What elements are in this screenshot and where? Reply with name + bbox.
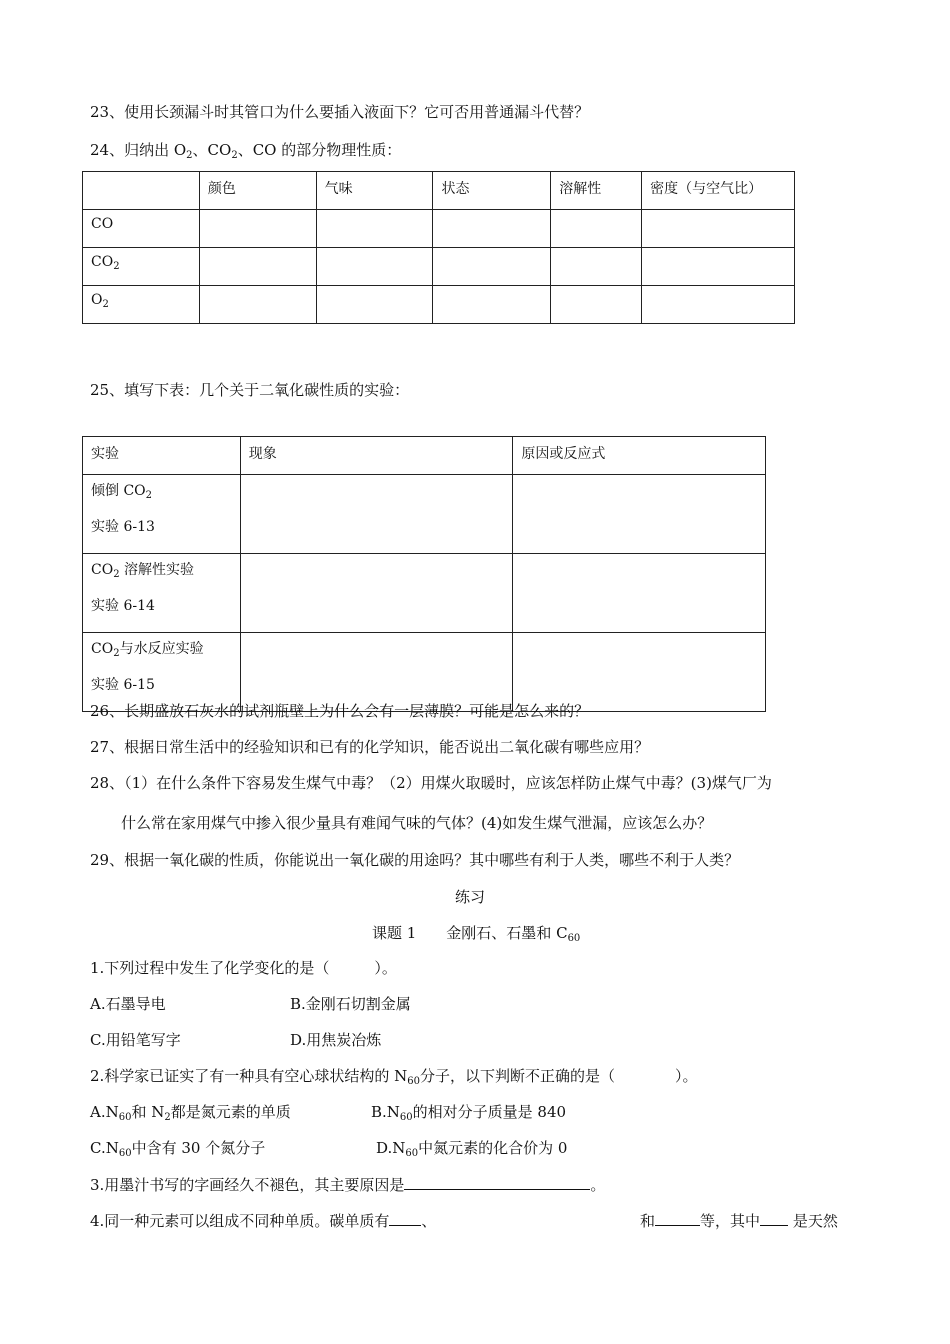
question-27: 27、根据日常生活中的经验知识和已有的化学知识，能否说出二氧化碳有哪些应用？ <box>90 738 650 756</box>
table1-row-label: CO <box>83 210 200 248</box>
table1-row-o2 <box>83 286 795 324</box>
question-25: 25、填写下表：几个关于二氧化碳性质的实验： <box>90 381 410 399</box>
table1-cell <box>199 248 316 286</box>
question-28-line2: 什么常在家用煤气中掺入很少量具有难闻气味的气体？(4)如发生煤气泄漏，应该怎么办？ <box>121 814 713 832</box>
exercise-3: 3.用墨汁书写的字画经久不褪色，其主要原因是 。 <box>90 1176 606 1194</box>
table1-cell <box>316 248 433 286</box>
table1-row-co2 <box>83 248 795 286</box>
table2-row <box>83 475 766 554</box>
table2-experiment-cell <box>83 633 241 712</box>
table2-experiment-cell <box>83 554 241 633</box>
table2-experiment-cell <box>83 475 241 554</box>
table1-cell <box>642 210 795 248</box>
table1-header-density: 密度（与空气比） <box>642 172 795 210</box>
physical-properties-table <box>82 171 795 324</box>
experiment-number: 实验 6-14 <box>91 598 155 614</box>
table1-cell <box>199 210 316 248</box>
experiment-name: 倾倒 $CO_2$ <box>91 483 153 501</box>
table1-header-odor: 气味 <box>316 172 433 210</box>
table1-header-blank <box>83 172 200 210</box>
table1-cell <box>316 286 433 324</box>
table2-header-phenomenon: 现象 <box>240 437 513 475</box>
exercise-1-stem: 1.下列过程中发生了化学变化的是（ ）。 <box>90 959 397 977</box>
table1-cell <box>433 210 551 248</box>
table2-cell <box>513 554 766 633</box>
exercise-4-part1: 4.同一种元素可以组成不同种单质。碳单质有 、 <box>90 1212 437 1230</box>
question-28-line1: 28、（1）在什么条件下容易发生煤气中毒？（2）用煤火取暖时，应该怎样防止煤气中毒？(3)煤气厂为 <box>90 774 772 792</box>
experiment-name: $CO_2$与水反应实验 <box>91 641 204 659</box>
question-29: 29、根据一氧化碳的性质，你能说出一氧化碳的用途吗？其中哪些有利于人类，哪些不利于人类？ <box>90 851 740 869</box>
table1-header-state: 状态 <box>433 172 551 210</box>
table1-cell <box>642 248 795 286</box>
table1-row-label: $O_2$ <box>83 286 200 324</box>
exercise-2-option-a: $A.N_{60}$和 $N_2$都是氮元素的单质 <box>90 1103 291 1123</box>
table2-cell <box>240 475 513 554</box>
table2-header-row <box>83 437 766 475</box>
table1-cell <box>551 210 642 248</box>
table2-cell <box>240 554 513 633</box>
answer-blank[interactable] <box>389 1210 421 1226</box>
experiment-number: 实验 6-15 <box>91 677 155 693</box>
table1-cell <box>433 286 551 324</box>
table1-cell <box>551 286 642 324</box>
table2-header-experiment: 实验 <box>83 437 241 475</box>
table2-cell <box>240 633 513 712</box>
exercise-2-option-d: $D.N_{60}$中氮元素的化合价为 0 <box>376 1139 568 1159</box>
question-26: 26、长期盛放石灰水的试剂瓶壁上为什么会有一层薄膜？可能是怎么来的？ <box>90 702 590 720</box>
table1-cell <box>642 286 795 324</box>
exercise-1-option-b: B.金刚石切割金属 <box>290 995 411 1013</box>
answer-blank[interactable] <box>404 1174 590 1190</box>
table1-cell <box>433 248 551 286</box>
exercise-1-option-a: A.石墨导电 <box>90 995 166 1013</box>
lesson-title: 课题 1 金刚石、石墨和 $C_{60}$ <box>372 924 581 944</box>
table1-cell <box>551 248 642 286</box>
exercise-2-option-c: $C.N_{60}$中含有 30 个氮分子 <box>90 1139 266 1159</box>
experiment-number: 实验 6-13 <box>91 519 155 535</box>
experiment-name: $CO_2$ 溶解性实验 <box>91 562 195 580</box>
table1-header-solubility: 溶解性 <box>551 172 642 210</box>
table1-header-row <box>83 172 795 210</box>
question-24: 24、归纳出 $O_2$、$CO_2$、CO 的部分物理性质： <box>90 141 402 161</box>
co2-experiments-table <box>82 436 766 712</box>
table1-cell <box>199 286 316 324</box>
exercise-2-stem: 2.科学家已证实了有一种具有空心球状结构的 $N_{60}$分子，以下判断不正确的是（ ）。 <box>90 1067 698 1087</box>
table1-row-co <box>83 210 795 248</box>
table2-row <box>83 554 766 633</box>
table2-cell <box>513 475 766 554</box>
table1-header-color: 颜色 <box>199 172 316 210</box>
question-23: 23、使用长颈漏斗时其管口为什么要插入液面下？它可否用普通漏斗代替？ <box>90 103 590 121</box>
table2-header-reason: 原因或反应式 <box>513 437 766 475</box>
table1-cell <box>316 210 433 248</box>
section-title: 练习 <box>455 888 486 906</box>
exercise-4-part2: 和 等，其中 是天然 <box>640 1212 838 1230</box>
table1-row-label: $CO_2$ <box>83 248 200 286</box>
answer-blank[interactable] <box>760 1210 788 1226</box>
table2-cell <box>513 633 766 712</box>
exercise-1-option-c: C.用铅笔写字 <box>90 1031 181 1049</box>
answer-blank[interactable] <box>655 1210 700 1226</box>
exercise-1-option-d: D.用焦炭冶炼 <box>290 1031 382 1049</box>
exercise-2-option-b: $B.N_{60}$的相对分子质量是 840 <box>371 1103 567 1123</box>
table2-row <box>83 633 766 712</box>
